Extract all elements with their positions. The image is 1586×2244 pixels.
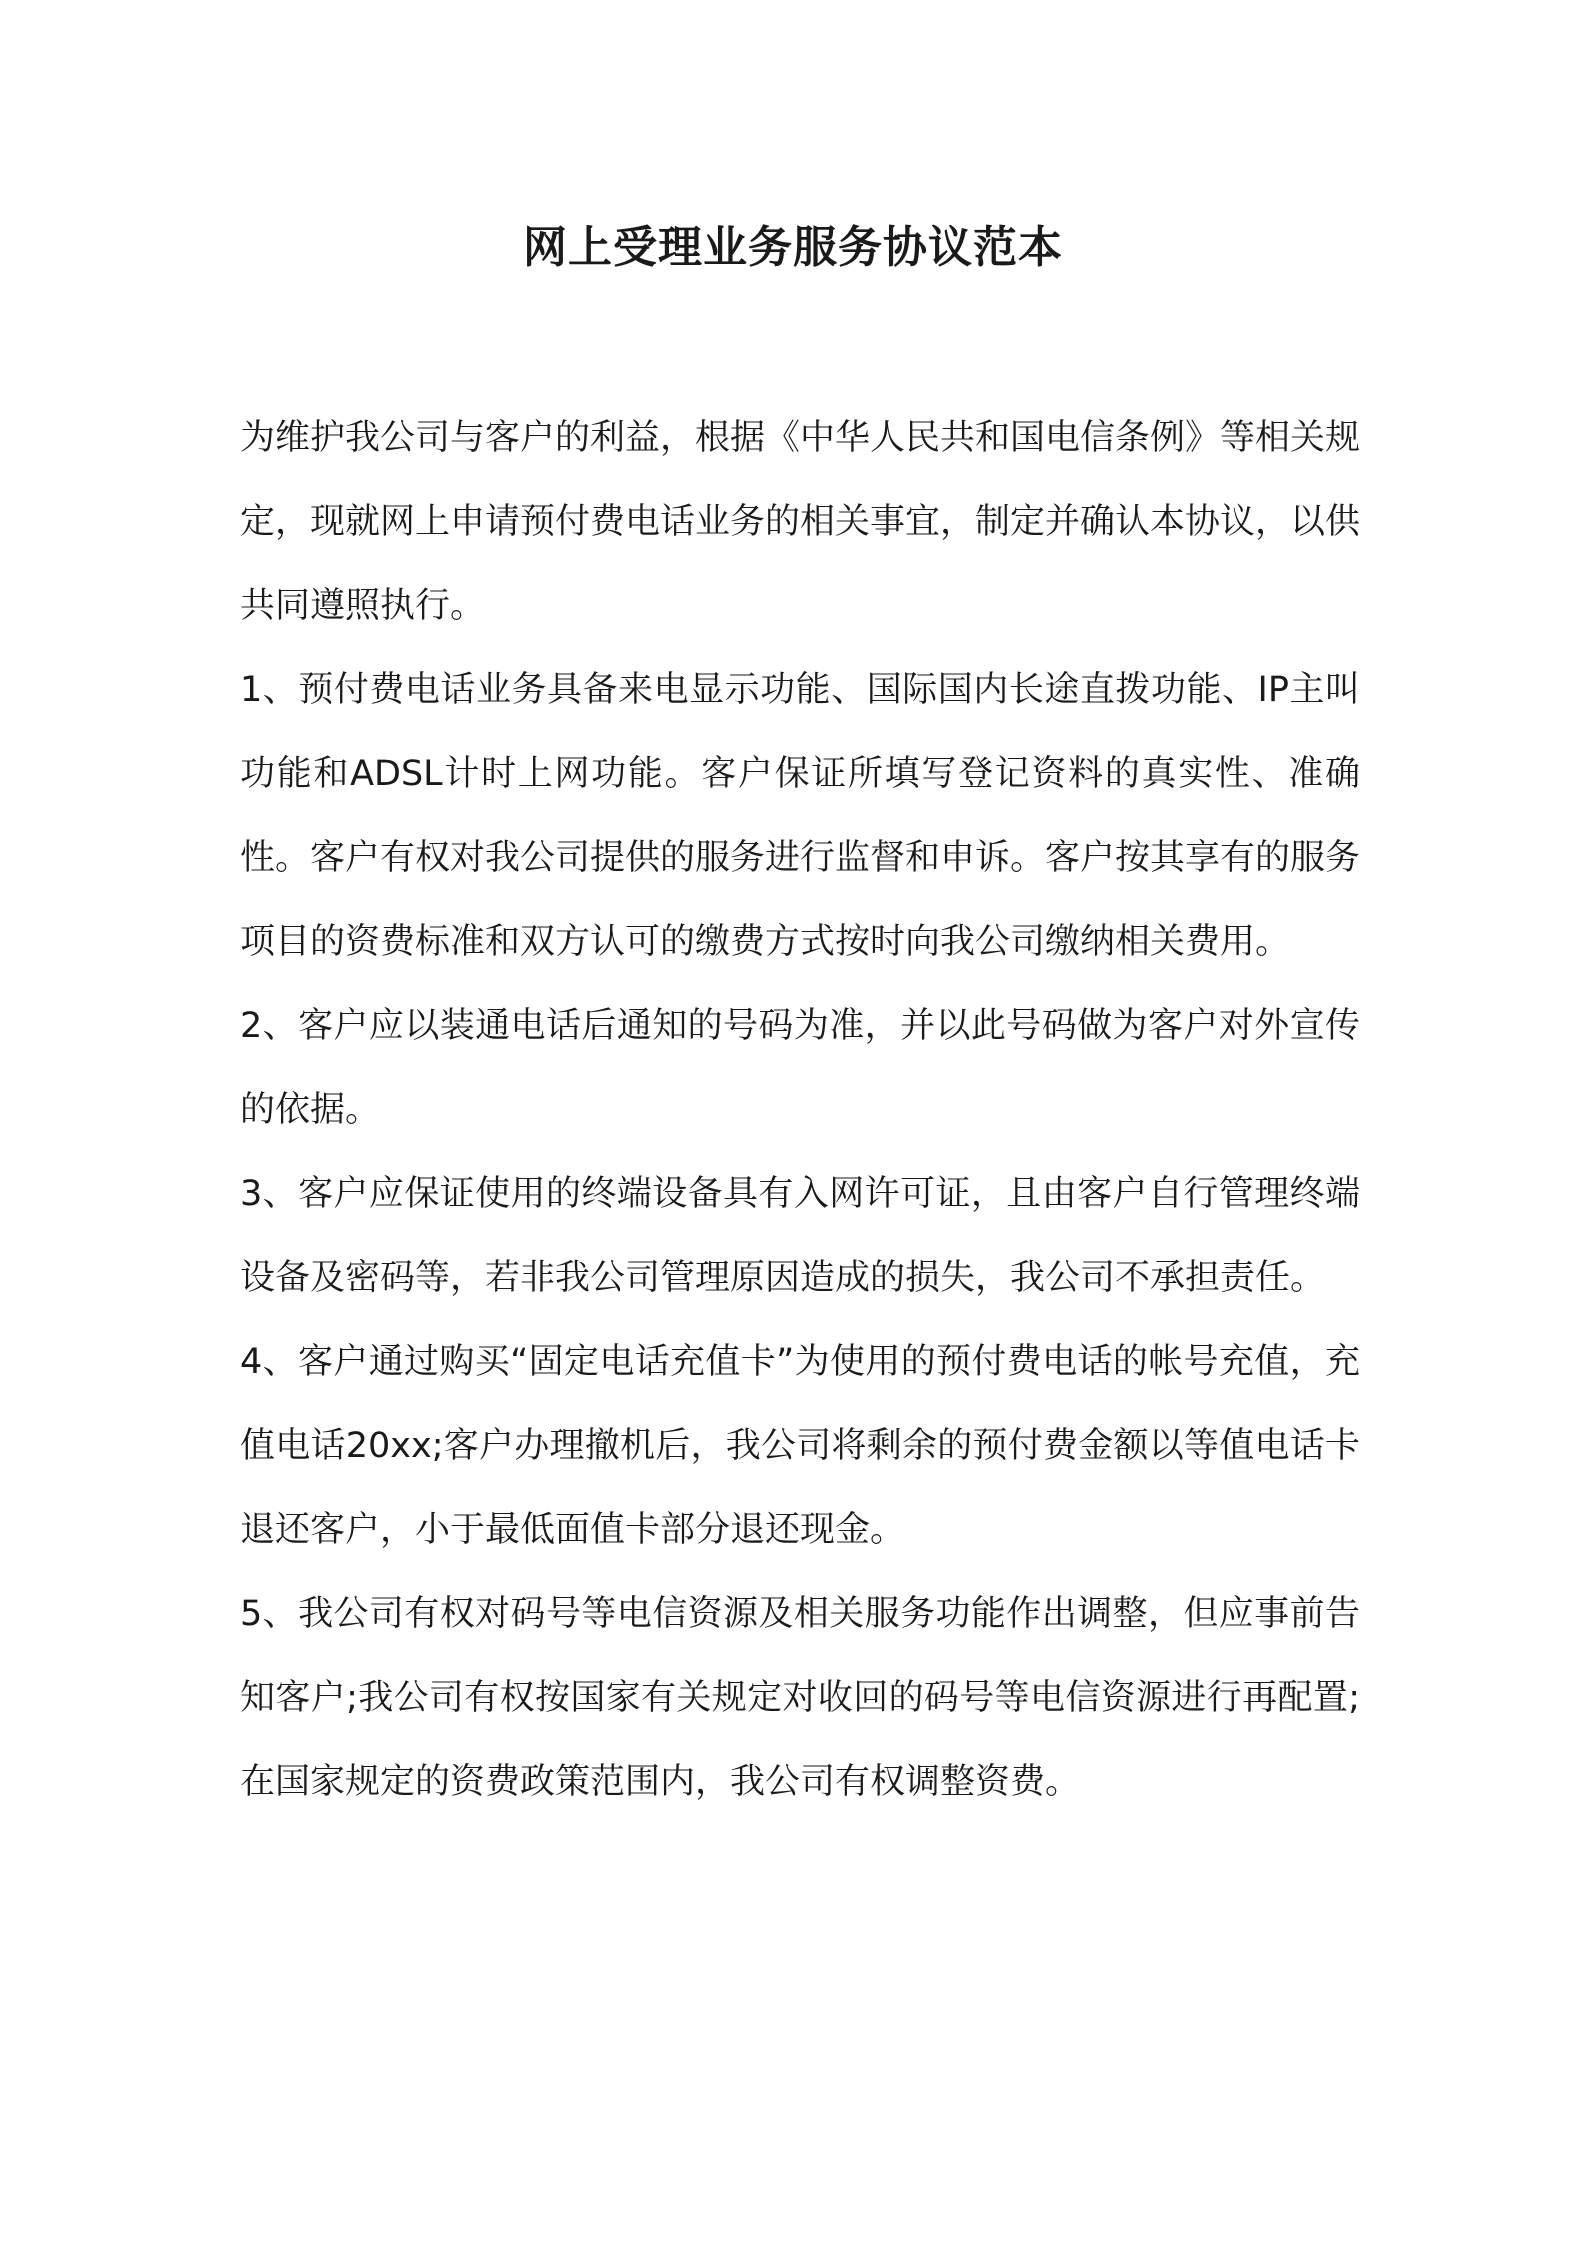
- clause-2: 2、客户应以装通电话后通知的号码为准，并以此号码做为客户对外宣传的依据。: [240, 1006, 1360, 1130]
- clause-3: 3、客户应保证使用的终端设备具有入网许可证，且由客户自行管理终端设备及密码等，若非我公司管理原因造成的损失，我公司不承担责任。: [240, 1174, 1360, 1298]
- clause-5: 5、我公司有权对码号等电信资源及相关服务功能作出调整，但应事前告知客户;我公司有权按国家有关规定对收回的码号等电信资源进行再配置;在国家规定的资费政策范围内，我公司有权调整资费。: [240, 1594, 1360, 1802]
- clause-1: 1、预付费电话业务具备来电显示功能、国际国内长途直拨功能、IP主叫功能和ADSL计时上网功能。客户保证所填写登记资料的真实性、准确性。客户有权对我公司提供的服务进行监督和申诉。客户按其享有的服务项目的资费标准和双方认可的缴费方式按时向我公司缴纳相关费用。: [240, 670, 1361, 962]
- clause-4: 4、客户通过购买“固定电话充值卡”为使用的预付费电话的帐号充值，充值电话20xx;客户办理撤机后，我公司将剩余的预付费金额以等值电话卡退还客户，小于最低面值卡部分退还现金。: [240, 1342, 1360, 1550]
- document-title: 网上受理业务服务协议范本: [523, 222, 1063, 273]
- document-body: [240, 396, 1360, 1824]
- intro-paragraph: 为维护我公司与客户的利益，根据《中华人民共和国电信条例》等相关规定，现就网上申请预付费电话业务的相关事宜，制定并确认本协议，以供共同遵照执行。: [240, 418, 1361, 626]
